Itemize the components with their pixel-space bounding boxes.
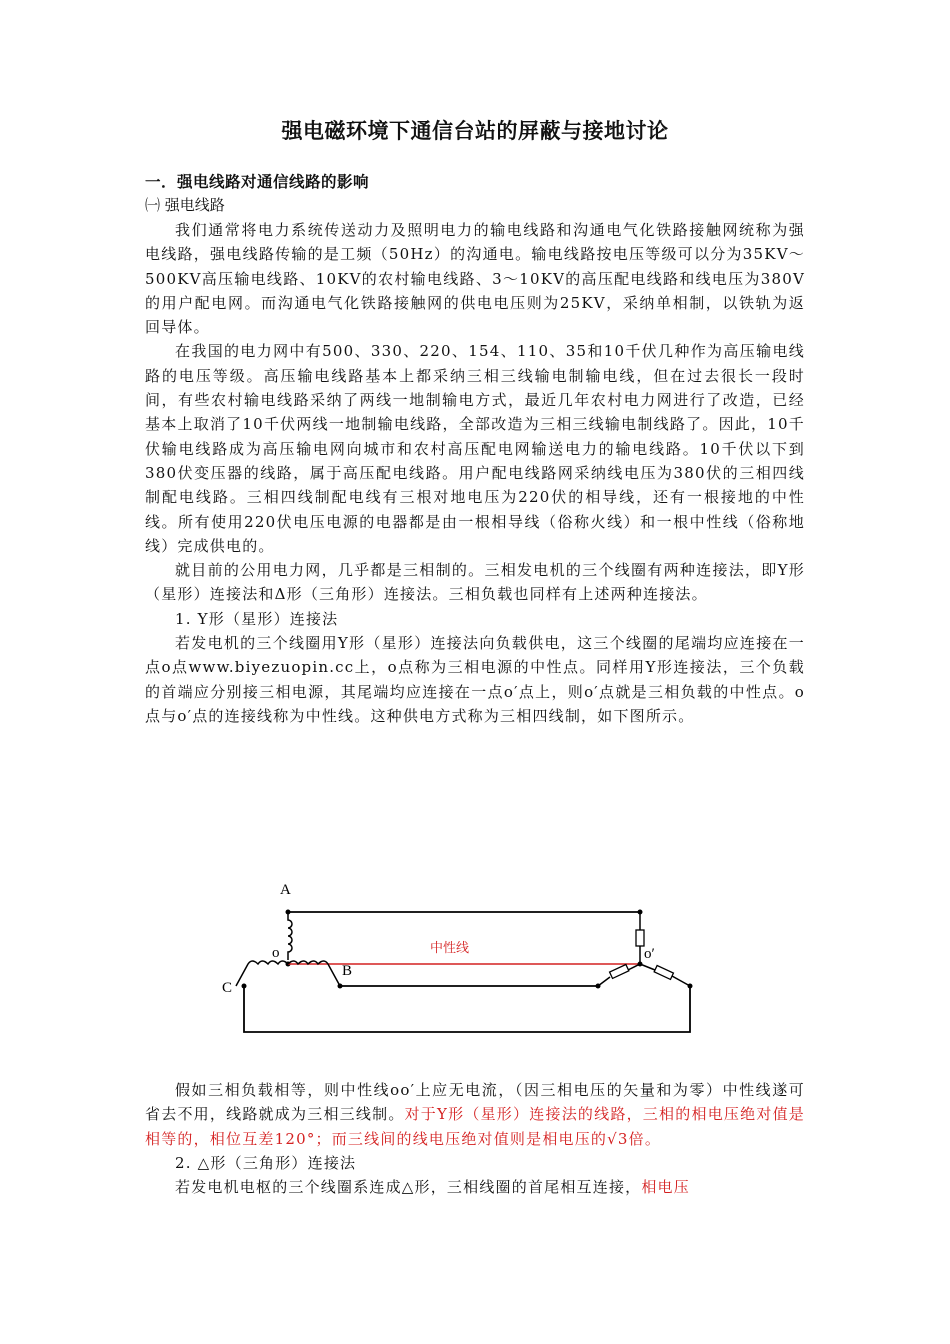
coil-c-icon (236, 961, 288, 986)
label-c: C (222, 980, 233, 996)
label-a: A (280, 882, 291, 898)
load-c-resistor-icon (654, 965, 673, 979)
paragraph-three-phase: 就目前的公用电力网，几乎都是三相制的。三相发电机的三个线圈有两种连接法，即Y形（星形）连接法和Δ形（三角形）连接法。三相负载也同样有上述两种连接法。 (145, 561, 805, 604)
neutral-current-text: 假如三相负载相等，则中性线oo′上应无电流，（因三相电压的矢量和为零）中性线遂可省去不用，线路就成为三相三线制。 (145, 1081, 805, 1124)
delta-connection-text: 若发电机电枢的三个线圈系连成△形，三相线圈的首尾相互连接， (175, 1178, 642, 1197)
label-o-prime: o′ (644, 946, 655, 962)
label-b: B (342, 963, 353, 979)
paragraph-y-heading: 1. Y形（星形）连接法 (175, 609, 339, 628)
load-b-resistor-icon (610, 964, 629, 978)
label-o: o (272, 945, 280, 961)
body-text-bottom (145, 1078, 805, 1199)
neutral-line-label: 中性线 (430, 941, 470, 956)
paragraph-voltage-levels: 在我国的电力网中有500、330、220、154、110、35和10千伏几种作为高压输电线路的电压等级。高压输电线路基本上都采纳三相三线输电制输电线，但在过去很长一段时间，有些农村输电线路采纳了两线一地制输电方式，最近几年农村电力网进行了改造，已经基本上取消了10千伏两线一地制输电线路，全部改造为三相三线输电制线路了。因此，10千伏输电线路成为高压输电网向城市和农村高压配电网输送电力的输电线路。10千伏以下到380伏变压器的线路，属于高压配电线路。用户配电线路网采纳线电压为380伏的三相四线制配电线路。三相四线制配电线有三根对地电压为220伏的相导线，还有一根接地的中性线。所有使用220伏电压电源的电器都是由一根相导线（俗称火线）和一根中性线（俗称地线）完成供电的。 (145, 342, 805, 555)
document-title: 强电磁环境下通信台站的屏蔽与接地讨论 (281, 119, 669, 143)
load-a-resistor-icon (636, 930, 644, 946)
subsection-heading: ㈠ 强电线路 (145, 196, 225, 214)
paragraph-delta-heading: 2. △形（三角形）连接法 (175, 1153, 357, 1172)
node-a (286, 910, 291, 915)
paragraph-neutral-current (145, 1078, 805, 1151)
node-c (242, 984, 247, 989)
three-phase-four-wire-diagram (200, 870, 720, 1050)
paragraph-delta-connection (145, 1175, 805, 1199)
paragraph-power-lines: 我们通常将电力系统传送动力及照明电力的输电线路和沟通电气化铁路接触网统称为强电线路，强电线路传输的是工频（50Hz）的沟通电。输电线路按电压等级可以分为35KV～500KV高压输电线路、10KV的农村输电线路、3～10KV的高压配电线路和线电压为380V的用户配电网。而沟通电气化铁路接触网的供电电压则为25KV，采纳单相制，以铁轨为返回导体。 (145, 221, 805, 337)
node-b (338, 984, 343, 989)
phase-c-line (244, 986, 690, 1032)
body-text-top (145, 218, 805, 728)
y-voltage-relation-text: 对于Y形（星形）连接法的线路，三相的相电压绝对值是相等的，相位互差120°；而三线间的线电压绝对值则是相电压的√3倍。 (145, 1105, 806, 1148)
phase-voltage-text: 相电压 (641, 1178, 690, 1197)
paragraph-y-connection: 若发电机的三个线圈用Y形（星形）连接法向负载供电，这三个线圈的尾端均应连接在一点o点www.biyezuopin.cc上，o点称为三相电源的中性点。同样用Y形连接法，三个负载的首端应分别接三相电源，其尾端均应连接在一点o′点上，则o′点就是三相负载的中性点。o点与o′点的连接线称为中性线。这种供电方式称为三相四线制，如下图所示。 (145, 634, 805, 725)
coil-a-icon (288, 914, 292, 960)
section-heading: 一．强电线路对通信线路的影响 (145, 172, 370, 191)
